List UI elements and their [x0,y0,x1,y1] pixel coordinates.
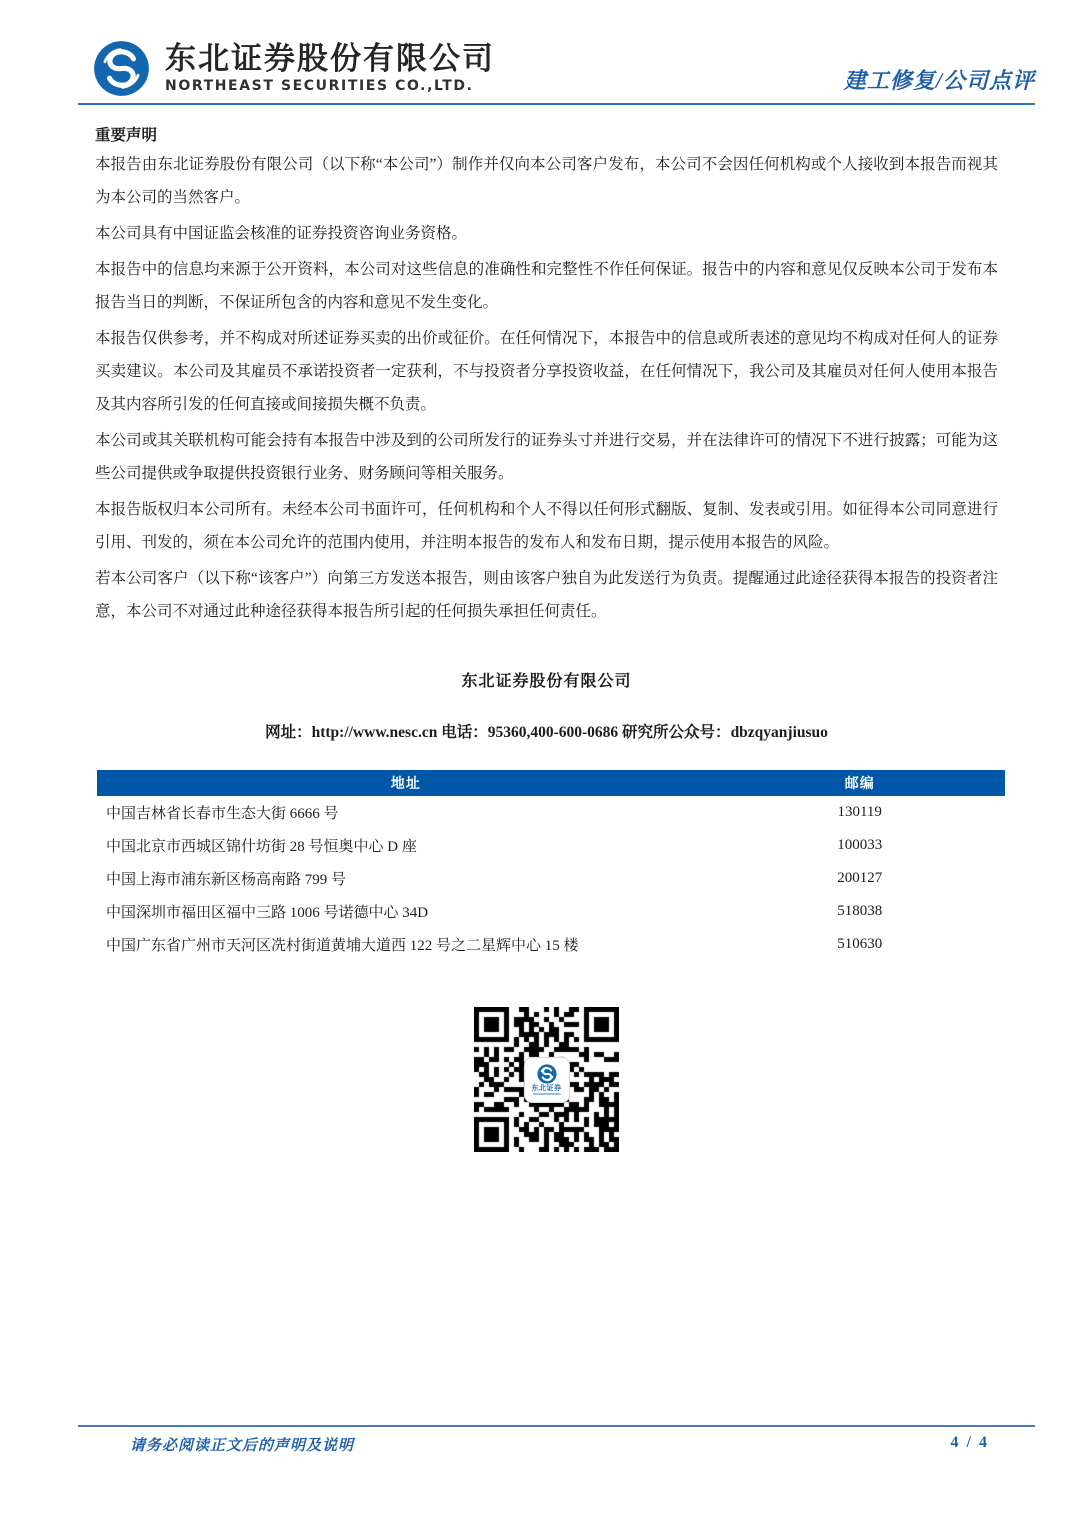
wechat-value: dbzqyanjiusuo [730,724,828,741]
company-name-en: NORTHEAST SECURITIES CO.,LTD. [165,78,474,95]
brand-names [165,40,495,95]
postcode-cell: 510630 [837,936,883,952]
company-name-cn: 东北证券股份有限公司 [165,40,495,77]
contact-company-name: 东北证券股份有限公司 [461,673,632,690]
page-number: 4 / 4 [950,1434,989,1451]
statement-title: 重要声明 [95,127,158,144]
address-cell: 中国深圳市福田区福中三路 1006 号诺德中心 34D [106,905,429,921]
postcode-cell: 100033 [837,837,883,853]
contact-line [95,720,998,742]
statement-paragraph: 本报告由东北证券股份有限公司（以下称“本公司”）制作并仅向本公司客户发布，本公司不会因任何机构或个人接收到本报告而视其为本公司的当然客户。 [95,156,998,206]
statement-paragraph: 本报告中的信息均来源于公开资料，本公司对这些信息的准确性和完整性不作任何保证。报告中的内容和意见仅反映本公司于发布本报告当日的判断，不保证所包含的内容和意见不发生变化。 [95,261,998,311]
phone-value: 95360,400-600-0686 [487,724,619,741]
northeast-securities-logo-icon [537,1064,557,1084]
table-row [97,895,1005,928]
table-row [97,829,1005,862]
statement-paragraph: 若本公司客户（以下称“该客户”）向第三方发送本报告，则由该客户独自为此发送行为负责。提醒通过此途径获得本报告的投资者注意，本公司不对通过此种途径获得本报告所引起的任何损失承担任何责任。 [95,570,998,620]
wechat-label: 研究所公众号： [622,724,731,741]
website-value: http://www.nesc.cn [311,724,438,741]
phone-label: 电话： [441,724,488,741]
statement-paragraph: 本报告版权归本公司所有。未经本公司书面许可，任何机构和个人不得以任何形式翻版、复制、发表或引用。如征得本公司同意进行引用、刊发的，须在本公司允许的范围内使用，并注明本报告的发布人和发布日期，提示使用本报告的风险。 [95,501,998,551]
address-table-header-row [97,770,1005,796]
table-row [97,928,1005,961]
statement-paragraph: 本报告仅供参考，并不构成对所述证券买卖的出价或征价。在任何情况下，本报告中的信息或所表述的意见均不构成对任何人的证券买卖建议。本公司及其雇员不承诺投资者一定获利，不与投资者分享投资收益，在任何情况下，我公司及其雇员对任何人使用本报告及其内容所引发的任何直接或间接损失概不负责。 [95,330,998,413]
address-column-header: 地址 [97,770,714,796]
wechat-qr-code [474,1007,619,1152]
footer-disclaimer: 请务必阅读正文后的声明及说明 [130,1438,355,1454]
qr-center-logo [524,1057,570,1103]
postcode-cell: 200127 [837,870,883,886]
brand-block [93,40,495,97]
statement-paragraph: 本公司具有中国证监会核准的证券投资咨询业务资格。 [95,225,468,242]
postcode-cell: 130119 [837,804,882,820]
address-table [97,770,1005,961]
page-footer [78,1425,1035,1455]
statement-section [95,123,998,1157]
report-category-tag: 建工修复/公司点评 [843,68,1035,93]
northeast-securities-logo-icon [93,40,150,97]
qr-block [95,1007,998,1157]
qr-logo-label: 东北证券 [531,1084,562,1092]
website-label: 网址： [265,724,312,741]
statement-paragraphs [95,148,998,628]
address-cell: 中国广东省广州市天河区冼村街道黄埔大道西 122 号之二星辉中心 15 楼 [106,938,579,954]
page-header [78,40,1035,105]
address-cell: 中国上海市浦东新区杨高南路 799 号 [106,872,347,888]
postcode-cell: 518038 [837,903,883,919]
postcode-column-header: 邮编 [714,770,1005,796]
qr-logo-subtext [533,1093,561,1095]
table-row [97,796,1005,829]
statement-paragraph: 本公司或其关联机构可能会持有本报告中涉及到的公司所发行的证券头寸并进行交易，并在法律许可的情况下不进行披露；可能为这些公司提供或争取提供投资银行业务、财务顾问等相关服务。 [95,432,998,482]
table-row [97,862,1005,895]
address-cell: 中国吉林省长春市生态大街 6666 号 [106,806,339,822]
address-cell: 中国北京市西城区锦什坊街 28 号恒奥中心 D 座 [106,839,417,855]
